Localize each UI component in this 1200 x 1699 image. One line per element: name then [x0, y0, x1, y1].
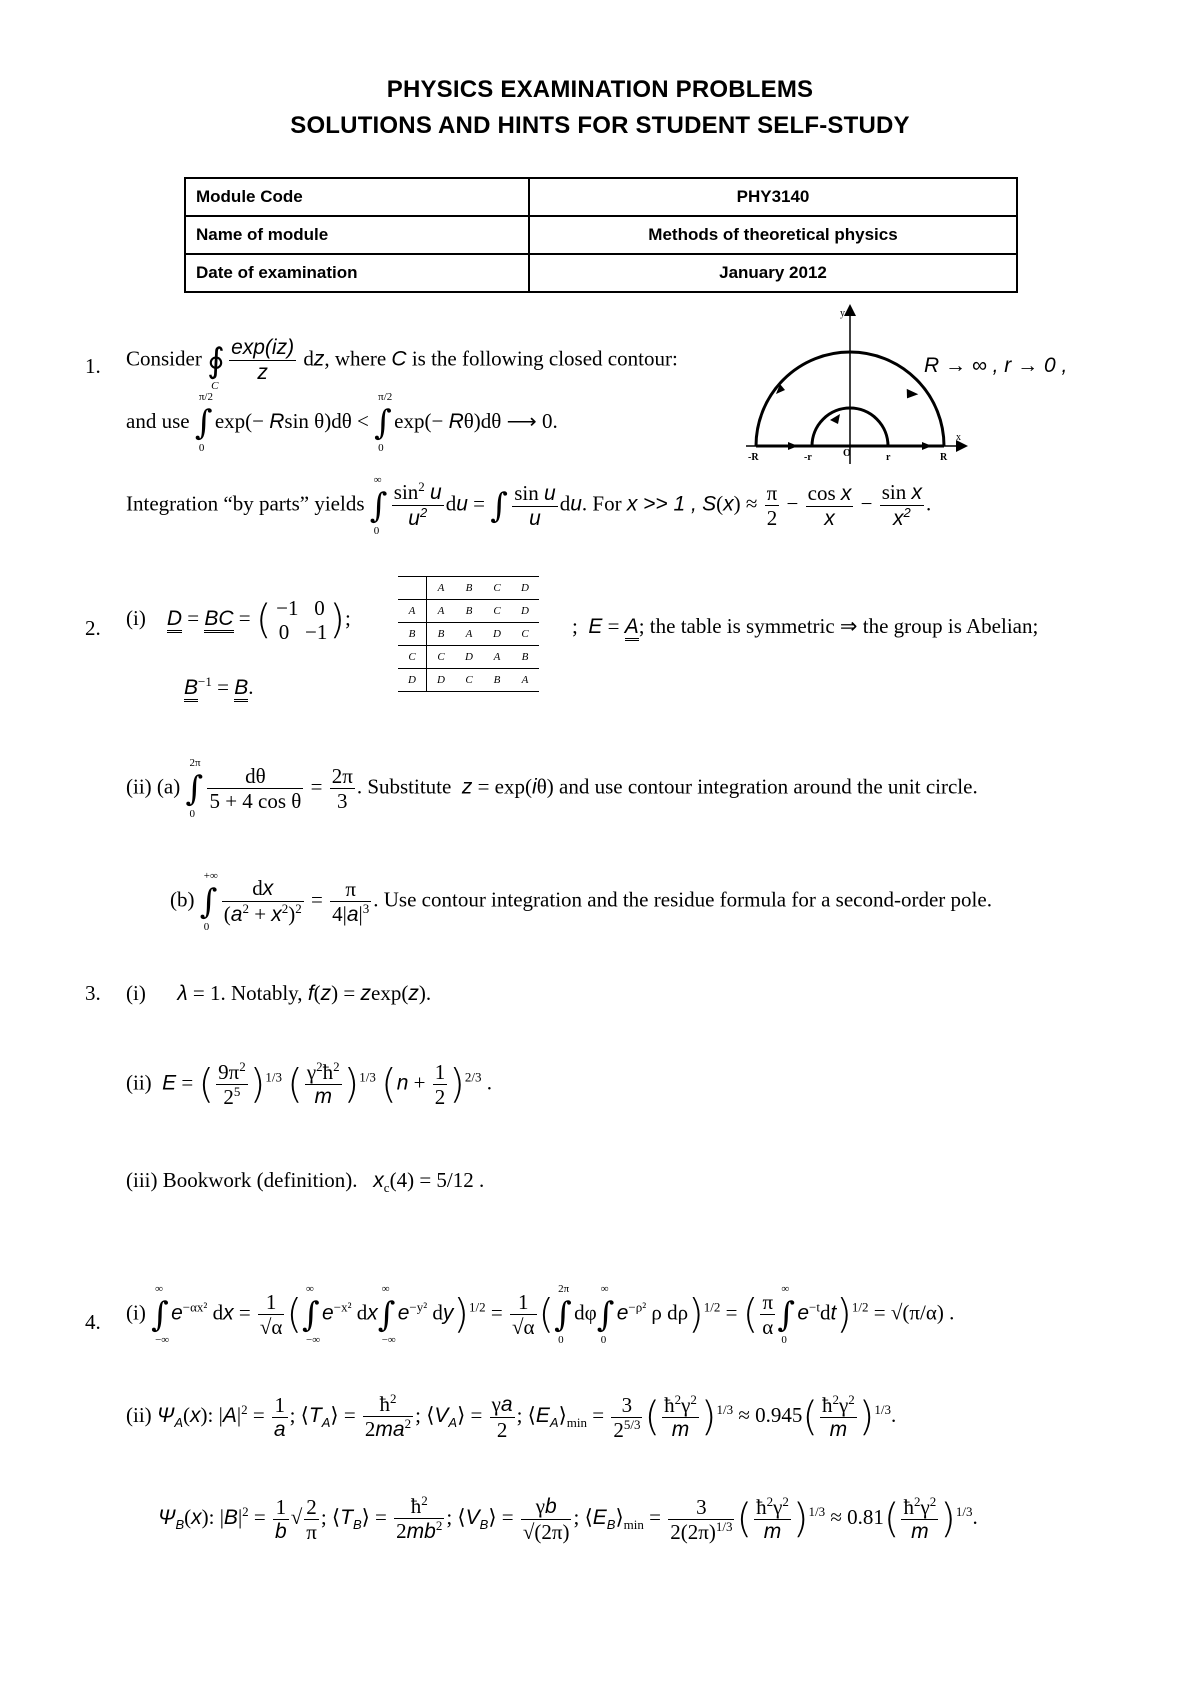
- title-line-1: PHYSICS EXAMINATION PROBLEMS: [386, 76, 814, 103]
- q3-iii: (iii) Bookwork (definition). $x_c(4) = 5/12$ .: [126, 1168, 485, 1196]
- q1-line-1: Consider ∮ C $\frac{\exp(iz)}{z}$ dz, where C is the following closed contour:: [126, 336, 678, 392]
- exam-date-label: Date of examination: [185, 254, 529, 292]
- q2-i-line-right: ; E = A; the table is symmetric ⇒ the group is Abelian;: [572, 614, 1038, 639]
- contour-diagram: [740, 304, 980, 474]
- q2-i-line: (i) D = BC = ( −1 0 0 −1 );: [126, 596, 351, 645]
- q3-i: (i) λ = 1. Notably, f(z) = zexp(z).: [126, 981, 432, 1005]
- q1-text: , where: [324, 346, 387, 371]
- table-row: [185, 254, 1017, 292]
- q1-text: Consider: [126, 346, 202, 371]
- q2-text: . Use contour integration and the residue formula for a second-order pole.: [373, 887, 992, 912]
- q1-text: . For: [581, 491, 622, 516]
- module-name-label: Name of module: [185, 216, 529, 254]
- q2-inverse: $B^{-1} = B$.: [184, 674, 253, 700]
- table-row: [185, 178, 1017, 216]
- y-axis-label: y: [840, 308, 845, 319]
- q2-ii-b-label: (b): [170, 887, 195, 912]
- q4-i-label: (i): [126, 1300, 146, 1325]
- label-neg-r: -r: [804, 452, 812, 463]
- q1-limit: R → ∞ , r → 0 ,: [924, 354, 1068, 377]
- label-origin: O: [843, 448, 851, 459]
- label-neg-R: -R: [748, 452, 759, 463]
- module-name-value: Methods of theoretical physics: [529, 216, 1017, 254]
- q2-ii-b: (b) ∫ +∞ 0 $\frac{dx}{(a^2 + x^2)^2}$ = $\frac{\pi}{4|a|^3}$ . Use contour integration and the residue formula for a second-order pole.: [170, 869, 992, 933]
- label-R: R: [940, 452, 948, 463]
- q1-text: and use: [126, 408, 190, 433]
- table-row: A B C D: [398, 577, 539, 600]
- question-number: 1.: [85, 354, 101, 378]
- table-row: B B A D C: [398, 623, 539, 646]
- q3-iii-label: (iii) Bookwork (definition).: [126, 1168, 358, 1192]
- module-info-table: [184, 177, 1018, 293]
- q3-iii-value: = 5/12 .: [419, 1168, 485, 1192]
- q4-ii-b: $\Psi_B(x)$: $|B|^2$ = $\frac{1}{b}$ √ $\frac{2}{\pi}$ ; $⟨T_B⟩$ = $\frac{ħ^2}{2mb^2}$ ; $⟨V_B⟩$ = $\frac{\gamma b}{√(2\pi)}$ ; $⟨E_B⟩_{min}$ = $\frac{3}{2(2\pi)^{1/3}}$ ( $\frac{ħ^2\gamma^2}{m}$ )$^{1/3}$ ≈ 0.81( $\frac{ħ^2\gamma^2}{m}$ )$^{1/3}$.: [158, 1493, 978, 1545]
- table-row: D D C B A: [398, 669, 539, 692]
- q2-text: and use contour integration around the unit circle.: [559, 774, 978, 799]
- q1-text: x >> 1 ,: [626, 492, 697, 516]
- exam-date-value: January 2012: [529, 254, 1017, 292]
- question-number: 4.: [85, 1310, 101, 1334]
- module-code-label: Module Code: [185, 178, 529, 216]
- q4-b-approx: ≈ 0.81: [830, 1504, 884, 1529]
- question-number: 2.: [85, 616, 101, 640]
- q1-text: Integration “by parts” yields: [126, 491, 365, 516]
- q4-ii-label: (ii): [126, 1402, 152, 1427]
- q2-i-label: (i): [126, 605, 146, 630]
- q4-i: (i) ∫ ∞ −∞ $e^{-\alpha x^2}$ dx = $\frac{1}{√\alpha}$ (∫ ∞ −∞ $e^{-x^2}$ dx∫ ∞ −∞ $e^{-y^2}$ dy)$^{1/2}$ = $\frac{1}{√\alpha}$ (∫ 2π 0 dφ∫ ∞ 0 $e^{-\rho^2}$ ρ dρ)$^{1/2}$ = ( $\frac{\pi}{\alpha}$ ∫ ∞ 0 $e^{-t}dt)^{1/2} = √(\pi/\alpha)$ .: [126, 1282, 955, 1346]
- table-row: A A B C D: [398, 600, 539, 623]
- table-row: [185, 216, 1017, 254]
- q4-ii-a: (ii) $\Psi_A(x)$: $|A|^2$ = $\frac{1}{a}$ ; $⟨T_A⟩$ = $\frac{ħ^2}{2ma^2}$ ; $⟨V_A⟩$ = $\frac{\gamma a}{2}$ ; $⟨E_A⟩_{min}$ = $\frac{3}{2^{5/3}}$ ( $\frac{ħ^2\gamma^2}{m}$ )$^{1/3}$ ≈ 0.945( $\frac{ħ^2\gamma^2}{m}$ )$^{1/3}$.: [126, 1391, 897, 1443]
- q3-ii: (ii) E = ( $\frac{9\pi^2}{2^5}$ )$^{1/3}$ ( $\frac{\gamma^2ħ^2}{m}$ )$^{1/3}$ (n + $\frac{1}{2}$ )$^{2/3}$ .: [126, 1059, 492, 1110]
- group-multiplication-table: [398, 576, 539, 692]
- title-line-2: SOLUTIONS AND HINTS FOR STUDENT SELF-STUDY: [290, 112, 910, 139]
- question-number: 3.: [85, 981, 101, 1005]
- table-row: C C D A B: [398, 646, 539, 669]
- q1-text: is the following closed contour:: [411, 346, 678, 371]
- q2-text: . Substitute: [356, 774, 452, 799]
- x-axis-label: x: [956, 432, 961, 443]
- q2-text: ; the table is symmetric ⇒ the group is Abelian;: [638, 614, 1039, 638]
- q3-ii-label: (ii): [126, 1070, 152, 1095]
- q2-ii-a: (ii) (a) ∫ 2π 0 $\frac{d\theta}{\text{5 + 4 cos θ}}$ = $\frac{2\pi}{3}$ . Substitute z = exp(iθ) and use contour integration around the unit circle.: [126, 756, 978, 820]
- q3-text: . Notably,: [220, 981, 303, 1005]
- q1-line-3: Integration “by parts” yields ∫ ∞ 0 $\frac{\sin^2 u}{u^2}$ du = ∫ $\frac{\text{sin u}}{u}$ du. For x >> 1 , S(x) ≈ $\frac{\pi}{2}$ − $\frac{\text{cos x}}{x}$ − $\frac{\text{sin x}}{x^2}$ .: [126, 473, 932, 537]
- label-r: r: [886, 452, 891, 463]
- q2-ii-a-label: (ii) (a): [126, 774, 181, 799]
- q1-line-2: and use ∫ π/2 0 exp(− Rsin θ)dθ < ∫ π/2 0 exp(− Rθ)dθ ⟶ 0.: [126, 391, 558, 454]
- q4-a-approx: ≈ 0.945: [738, 1402, 803, 1427]
- module-code-value: PHY3140: [529, 178, 1017, 216]
- q3-i-label: (i): [126, 981, 146, 1005]
